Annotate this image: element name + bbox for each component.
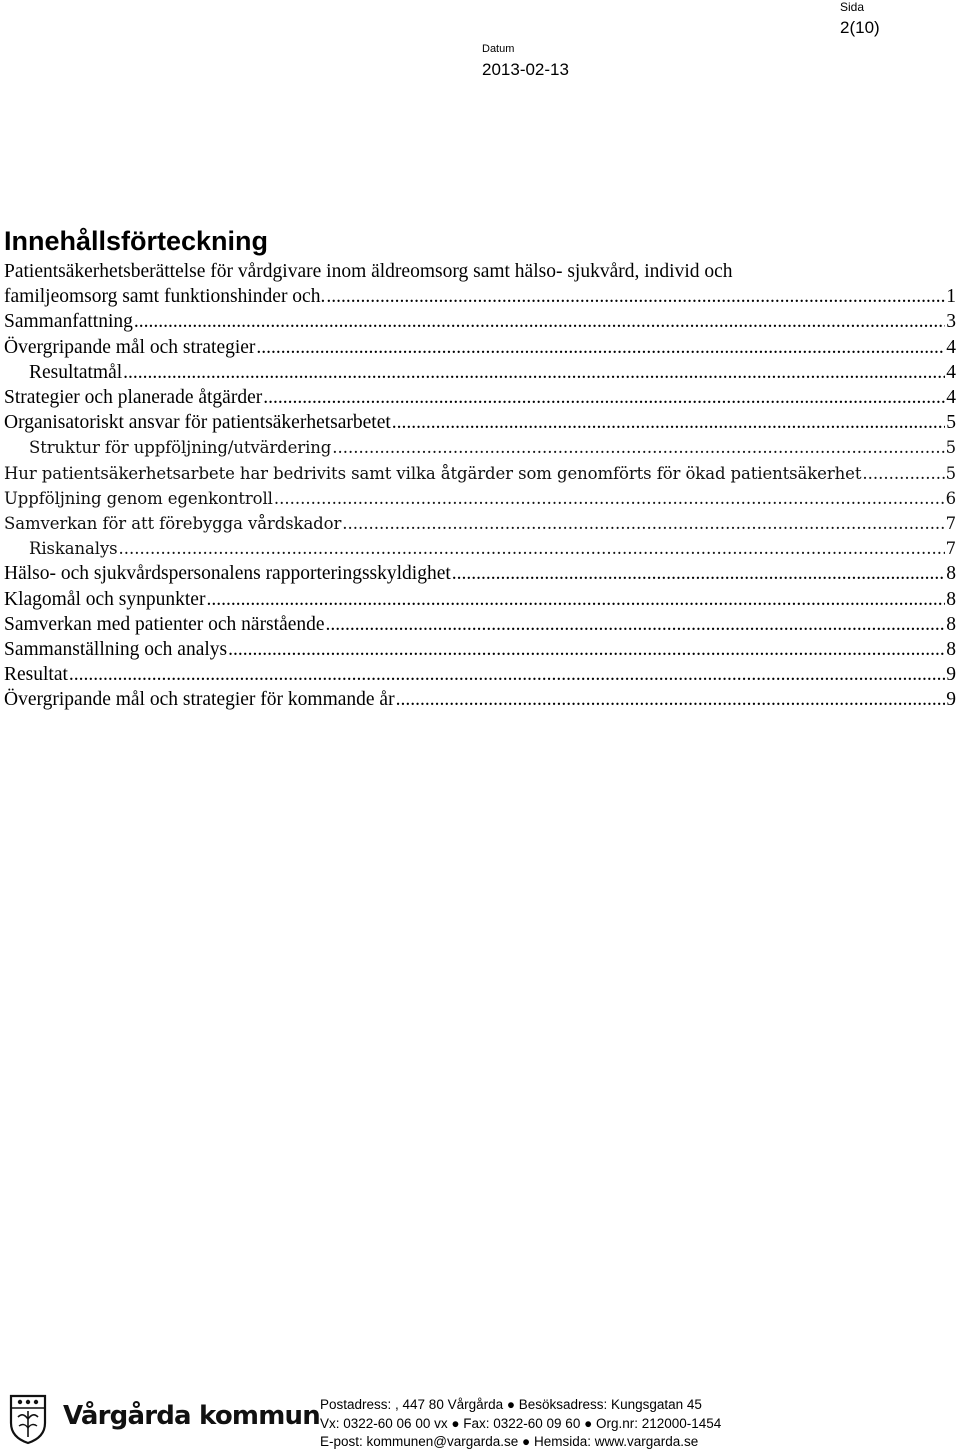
toc-entry-page: 3 — [946, 311, 956, 333]
toc-leader — [862, 461, 944, 486]
footer-phone-line: Vx: 0322-60 06 00 vx ● Fax: 0322-60 09 60 ● Org.nr: 212000-1454 — [320, 1415, 722, 1431]
toc-entry-page: 8 — [946, 639, 956, 661]
toc-leader — [206, 587, 945, 612]
toc-leader — [396, 687, 946, 712]
toc-entry-page: 1 — [946, 286, 956, 308]
toc-entry-page: 9 — [946, 689, 956, 711]
toc-entry-page: 5 — [945, 463, 956, 483]
toc-entry-label: Samverkan med patienter och närstående — [4, 613, 325, 635]
toc-entry[interactable] — [4, 335, 956, 360]
toc-entry-label: Riskanalys — [29, 539, 118, 559]
toc-entry-page: 5 — [945, 438, 956, 458]
toc-entry-label: Uppföljning genom egenkontroll — [4, 488, 273, 508]
toc-entry-page: 8 — [946, 613, 956, 635]
toc-leader — [69, 662, 945, 687]
toc-leader — [274, 486, 945, 511]
toc-entry[interactable] — [4, 637, 956, 662]
toc-entry-label: Strategier och planerade åtgärder — [4, 387, 263, 409]
toc-entry-label: Struktur för uppföljning/utvärdering — [29, 438, 332, 458]
toc-entry-page: 4 — [946, 361, 956, 383]
toc-entry-page: 7 — [945, 539, 956, 559]
toc-leader — [342, 511, 944, 536]
toc-entry-page: 4 — [946, 336, 956, 358]
footer-address-line: Postadress: , 447 80 Vårgårda ● Besöksadress: Kungsgatan 45 — [320, 1397, 702, 1412]
toc-entry[interactable] — [4, 612, 956, 637]
toc-entry[interactable] — [4, 561, 956, 586]
date-label: Datum — [482, 43, 515, 55]
page-number-block — [840, 0, 880, 38]
toc-entry-label: Sammanställning och analys — [4, 639, 228, 661]
footer-contact — [320, 1396, 721, 1452]
toc-entry-label-line1: Patientsäkerhetsberättelse för vårdgivare inom äldreomsorg samt hälso- sjukvård, individ och — [4, 261, 733, 282]
date-block — [482, 42, 569, 80]
toc-entry-page: 6 — [945, 488, 956, 508]
date-value: 2013-02-13 — [482, 60, 569, 79]
toc-entry[interactable] — [4, 587, 956, 612]
toc-leader — [452, 561, 945, 586]
municipality-logo — [8, 1393, 320, 1445]
toc-entry-label: Resultat — [4, 664, 68, 686]
toc-leader — [256, 335, 945, 360]
footer-web-line: E-post: kommunen@vargarda.se ● Hemsida: www.vargarda.se — [320, 1434, 699, 1449]
toc-leader — [134, 309, 945, 334]
toc-entry-page: 4 — [946, 387, 956, 409]
toc-leader — [228, 637, 945, 662]
table-of-contents — [4, 259, 956, 713]
toc-leader — [263, 385, 945, 410]
toc-entry-page: 7 — [945, 514, 956, 534]
toc-entry-label: Organisatoriskt ansvar för patientsäkerhetsarbetet — [4, 412, 391, 434]
toc-entry[interactable] — [4, 435, 956, 460]
toc-entry-label: Hälso- och sjukvårdspersonalens rapporteringsskyldighet — [4, 563, 451, 585]
toc-leader — [326, 284, 945, 309]
toc-entry-page: 8 — [946, 563, 956, 585]
coat-of-arms-icon — [8, 1393, 48, 1445]
page-value: 2(10) — [840, 18, 880, 37]
toc-entry[interactable] — [4, 486, 956, 511]
toc-entry-label: Samverkan för att förebygga vårdskador — [4, 514, 342, 534]
toc-entry-label: Hur patientsäkerhetsarbete har bedrivits samt vilka åtgärder som genomförts för ökad patientsäkerhet — [4, 463, 862, 483]
toc-entry[interactable] — [4, 259, 956, 309]
toc-entry[interactable] — [4, 511, 956, 536]
toc-entry[interactable] — [4, 536, 956, 561]
toc-leader — [326, 612, 946, 637]
toc-entry-page: 5 — [946, 412, 956, 434]
toc-leader — [392, 410, 945, 435]
toc-entry-label: Övergripande mål och strategier — [4, 336, 256, 358]
toc-entry[interactable] — [4, 410, 956, 435]
toc-entry-label: Klagomål och synpunkter — [4, 588, 206, 610]
toc-entry-label: Sammanfattning — [4, 311, 133, 333]
toc-entry[interactable] — [4, 687, 956, 712]
toc-entry[interactable] — [4, 662, 956, 687]
toc-leader — [332, 435, 944, 460]
toc-leader — [119, 536, 945, 561]
toc-entry-label-line2: familjeomsorg samt funktionshinder och. — [4, 286, 326, 308]
toc-entry[interactable] — [4, 360, 956, 385]
toc-entry-page: 9 — [946, 664, 956, 686]
toc-entry[interactable] — [4, 309, 956, 334]
logo-wordmark: Vårgårda kommun — [63, 1401, 320, 1431]
toc-leader — [123, 360, 945, 385]
toc-entry[interactable] — [4, 385, 956, 410]
toc-entry-page: 8 — [946, 588, 956, 610]
toc-title: Innehållsförteckning — [4, 226, 269, 256]
page-label: Sida — [840, 0, 865, 14]
toc-entry[interactable] — [4, 461, 956, 486]
toc-entry-label: Övergripande mål och strategier för kommande år — [4, 689, 395, 711]
toc-entry-label: Resultatmål — [29, 361, 123, 383]
